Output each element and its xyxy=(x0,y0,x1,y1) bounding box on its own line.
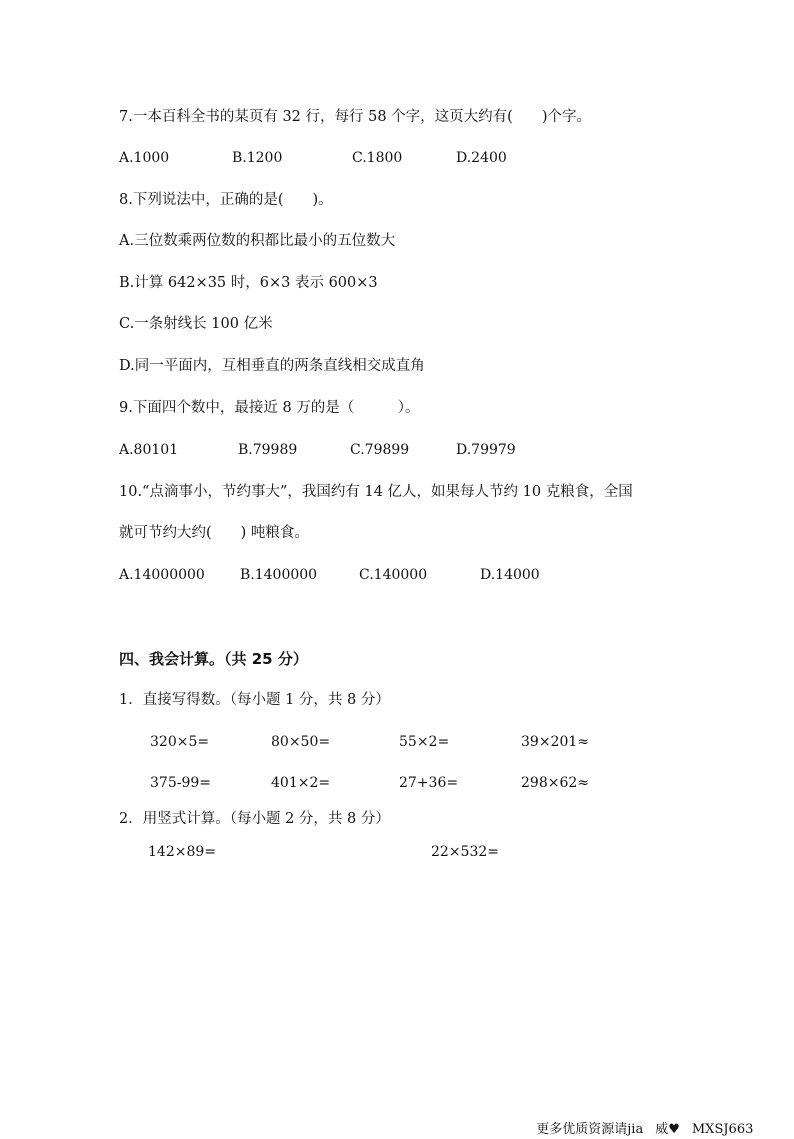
question-9-option-d: D.79979 xyxy=(456,442,516,458)
question-8-stem: 8.下列说法中，正确的是( )。 xyxy=(119,192,333,208)
footer-code: MXSJ663 xyxy=(691,1122,754,1137)
calc-item: 401×2= xyxy=(271,775,331,791)
question-9-option-a: A.80101 xyxy=(119,442,179,458)
question-8-option-c: C.一条射线长 100 亿米 xyxy=(119,316,273,332)
vertical-calc-item: 142×89= xyxy=(148,844,216,860)
footer-text: 更多优质资源请jia xyxy=(536,1122,644,1137)
section-4-title: 四、我会计算。（共 25 分） xyxy=(119,650,308,668)
calc-item: 27+36= xyxy=(399,775,459,791)
question-7-option-a: A.1000 xyxy=(119,150,170,166)
question-7-option-d: D.2400 xyxy=(456,150,507,166)
question-7-stem: 7.一本百科全书的某页有 32 行，每行 58 个字，这页大约有( )个字。 xyxy=(119,109,591,125)
question-8-option-b: B.计算 642×35 时，6×3 表示 600×3 xyxy=(119,275,378,291)
question-8-option-a: A.三位数乘两位数的积都比最小的五位数大 xyxy=(119,233,396,249)
footer-wei: 威♥ xyxy=(655,1122,680,1137)
calc-item: 298×62≈ xyxy=(521,775,589,791)
part-2-title: 2．用竖式计算。（每小题 2 分，共 8 分） xyxy=(119,811,390,827)
question-7-option-b: B.1200 xyxy=(232,150,283,166)
question-10-stem-line-2: 就可节约大约( ) 吨粮食。 xyxy=(119,525,309,541)
part-1-title: 1．直接写得数。（每小题 1 分，共 8 分） xyxy=(119,692,390,708)
question-10-stem-line-1: 10.“点滴事小，节约事大”，我国约有 14 亿人，如果每人节约 10 克粮食，全国 xyxy=(119,484,633,500)
footer-note xyxy=(528,1103,753,1139)
question-9-stem: 9.下面四个数中，最接近 8 万的是（ ）。 xyxy=(119,400,420,416)
calc-item: 375-99= xyxy=(150,775,211,791)
question-9-option-b: B.79989 xyxy=(238,442,298,458)
question-10-option-d: D.14000 xyxy=(480,567,540,583)
question-10-option-c: C.140000 xyxy=(359,567,428,583)
calc-item: 55×2= xyxy=(399,734,450,750)
question-10-option-a: A.14000000 xyxy=(119,567,205,583)
question-10-option-b: B.1400000 xyxy=(240,567,318,583)
calc-item: 39×201≈ xyxy=(521,734,589,750)
question-8-option-d: D.同一平面内，互相垂直的两条直线相交成直角 xyxy=(119,358,425,374)
question-7-option-c: C.1800 xyxy=(352,150,403,166)
calc-item: 320×5= xyxy=(150,734,210,750)
question-9-option-c: C.79899 xyxy=(350,442,410,458)
vertical-calc-item: 22×532= xyxy=(431,844,499,860)
calc-item: 80×50= xyxy=(271,734,331,750)
